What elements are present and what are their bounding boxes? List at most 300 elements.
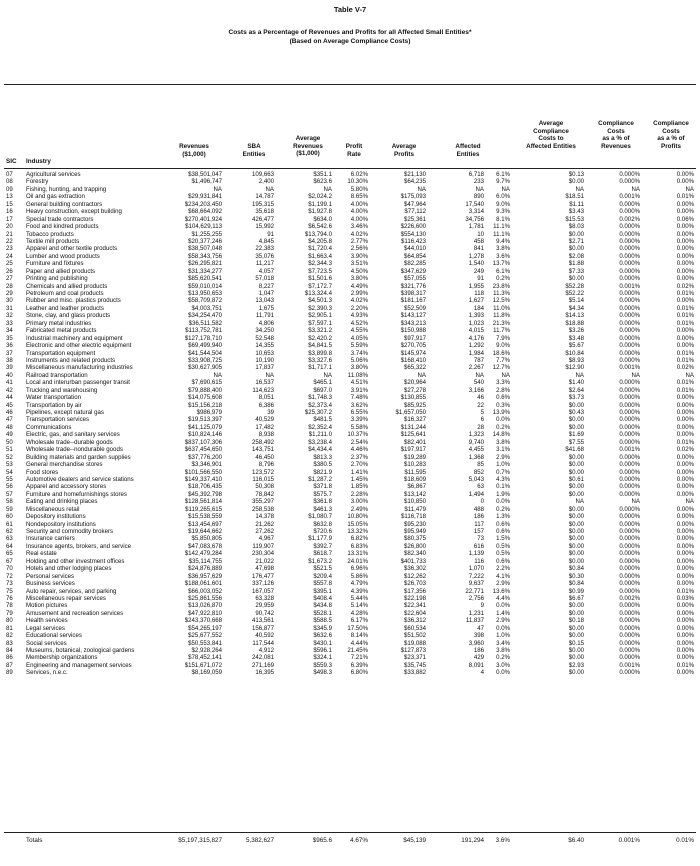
cell-pct-revenues: 0.000% — [619, 453, 640, 461]
cell-industry: Paper and allied products — [26, 267, 96, 275]
cell-avg-revenues: $623.6 — [313, 178, 332, 186]
table-row — [0, 595, 700, 602]
cell-pct-profits: 0.01% — [676, 290, 694, 297]
cell-revenues: $34,254,470 — [188, 312, 222, 320]
cell-sic: 84 — [6, 647, 13, 654]
table-row — [0, 416, 700, 423]
cell-affected-pct: 0.3% — [496, 401, 510, 409]
cell-affected-pct: 4.1% — [496, 572, 510, 580]
table-title — [0, 28, 700, 46]
cell-sic: 20 — [6, 223, 13, 231]
cell-affected-pct: 9.7% — [496, 178, 510, 186]
cell-avg-profits: $57,055 — [403, 275, 426, 283]
cell-avg-revenues: $371.8 — [313, 483, 332, 491]
table-row — [0, 372, 700, 379]
cell-pct-profits: 0.00% — [676, 334, 694, 342]
cell-avg-cost: NA — [575, 185, 584, 193]
cell-pct-revenues: 0.000% — [619, 505, 640, 513]
table-row — [0, 565, 700, 572]
cell-profit-rate: 2.70% — [350, 461, 368, 469]
cell-avg-cost: NA — [575, 498, 584, 506]
cell-revenues: $15,538,559 — [188, 513, 222, 521]
cell-affected-pct: 11.7% — [493, 327, 510, 335]
cell-affected: 1,494 — [468, 490, 484, 498]
cell-profit-rate: 1.85% — [350, 483, 368, 491]
cell-sic: 28 — [6, 282, 13, 290]
cell-avg-profits: $554,130 — [400, 230, 426, 238]
cell-industry: Educational services — [26, 632, 82, 640]
table-row — [0, 662, 700, 669]
cell-sba-entities: 16,537 — [255, 379, 274, 387]
cell-pct-profits: 0.00% — [676, 490, 694, 498]
table-row — [0, 245, 700, 252]
cell-avg-revenues: $559.3 — [313, 661, 332, 669]
cell-avg-revenues: $1,717.1 — [308, 364, 332, 372]
table-row — [0, 290, 700, 297]
cell-pct-revenues: 0.000% — [619, 223, 640, 231]
cell-revenues: $10,824,146 — [188, 431, 222, 439]
cell-avg-revenues: $634.0 — [313, 215, 332, 223]
cell-industry: Motion pictures — [26, 602, 68, 610]
cell-affected: 540 — [473, 379, 484, 387]
cell-revenues: $1,496,747 — [191, 178, 222, 186]
table-row — [0, 394, 700, 401]
cell-sic: 52 — [6, 453, 13, 461]
cell-affected: 34,756 — [465, 215, 484, 223]
cell-avg-cost: $0.84 — [568, 580, 584, 588]
table-row — [0, 357, 700, 364]
cell-pct-profits: NA — [685, 185, 694, 193]
cell-avg-profits: $35,745 — [403, 661, 426, 669]
cell-affected-pct: 3.6% — [496, 252, 510, 260]
cell-pct-profits: 0.01% — [676, 386, 694, 394]
cell-sic: 60 — [6, 513, 13, 521]
cell-revenues: $36,511,582 — [188, 319, 222, 327]
cell-profit-rate: 3.62% — [350, 401, 368, 409]
cell-pct-revenues: 0.000% — [619, 639, 640, 647]
cell-pct-profits: 0.00% — [676, 669, 694, 677]
cell-sic: 34 — [6, 327, 13, 335]
cell-pct-profits: 0.00% — [676, 237, 694, 245]
cell-pct-profits: 0.03% — [676, 594, 694, 602]
cell-profit-rate: 10.37% — [347, 431, 368, 439]
cell-revenues: $19,513,397 — [188, 416, 222, 424]
cell-affected: 157 — [473, 528, 484, 535]
cell-sic: 21 — [6, 230, 13, 238]
cell-affected: 6,718 — [468, 171, 484, 178]
cell-pct-revenues: 0.000% — [619, 275, 640, 283]
cell-avg-revenues: $392.7 — [313, 542, 332, 550]
cell-avg-cost: $1.88 — [568, 260, 584, 268]
cell-sba-entities: 258,492 — [251, 438, 274, 446]
table-row — [0, 513, 700, 520]
cell-revenues: $47,922,810 — [188, 609, 222, 617]
cell-revenues: $7,690,615 — [191, 379, 222, 387]
cell-affected-pct: 9.4% — [496, 237, 510, 245]
cell-pct-profits: 0.00% — [676, 520, 694, 528]
cell-sic: 75 — [6, 587, 13, 595]
table-row — [0, 297, 700, 304]
cell-profit-rate: 5.80% — [350, 185, 368, 193]
cell-avg-cost: $0.00 — [568, 416, 584, 424]
cell-revenues: $104,629,113 — [185, 223, 222, 231]
cell-sic: 17 — [6, 215, 13, 223]
cell-industry: Agricultural services — [26, 171, 81, 178]
cell-avg-revenues: $697.0 — [313, 386, 332, 394]
cell-avg-profits: $10,283 — [403, 461, 426, 469]
cell-profit-rate: 6.02% — [350, 171, 368, 178]
cell-avg-revenues: $3,321.2 — [308, 327, 332, 335]
cell-sba-entities: 57,018 — [255, 275, 274, 283]
cell-profit-rate: 6.80% — [350, 669, 368, 677]
cell-avg-revenues: $345.9 — [313, 624, 332, 632]
cell-pct-revenues: 0.000% — [619, 624, 640, 632]
cell-revenues: $36,957,629 — [188, 572, 222, 580]
cell-pct-revenues: 0.000% — [619, 542, 640, 550]
cell-revenues: $13,026,870 — [188, 602, 222, 610]
cell-industry: Health services — [26, 617, 68, 625]
cell-avg-profits: $127,873 — [400, 647, 426, 654]
table-row — [0, 528, 700, 535]
cell-affected: 22 — [477, 401, 484, 409]
cell-pct-profits: 0.01% — [676, 438, 694, 446]
cell-sic: 79 — [6, 609, 13, 617]
cell-revenues: $637,454,650 — [184, 446, 222, 454]
cell-avg-revenues: $1,080.7 — [308, 513, 332, 521]
cell-avg-profits: $65,322 — [403, 364, 426, 372]
cell-avg-revenues: $13,324.4 — [304, 290, 332, 297]
table-row — [0, 342, 700, 349]
cell-sic: 39 — [6, 364, 13, 372]
cell-avg-profits: $1,657,050 — [395, 409, 426, 416]
cell-pct-revenues: 0.000% — [619, 528, 640, 535]
cell-avg-revenues: $1,501.6 — [308, 275, 332, 283]
cell-industry: Railroad transportation — [26, 371, 88, 379]
cell-pct-profits: 0.00% — [676, 401, 694, 409]
cell-sic: 42 — [6, 386, 13, 394]
cell-affected-pct: 2.9% — [496, 580, 510, 588]
cell-avg-cost: $18.51 — [565, 193, 584, 201]
cell-pct-revenues: 0.000% — [619, 617, 640, 625]
cell-sic: 44 — [6, 394, 13, 402]
cell-sba-entities: 1,675 — [258, 304, 274, 312]
cell-pct-profits: 0.00% — [676, 572, 694, 580]
cell-avg-cost: $0.00 — [568, 245, 584, 253]
col-header-profit-rate: Profit Rate — [345, 143, 363, 158]
cell-sba-entities: 114,623 — [252, 386, 274, 394]
cell-profit-rate: 3.39% — [350, 416, 368, 424]
cell-affected-pct: 2.9% — [496, 617, 510, 625]
cell-avg-revenues: $3,899.8 — [308, 349, 332, 357]
cell-revenues: $4,003,751 — [191, 304, 222, 312]
cell-affected-pct: 0.0% — [496, 669, 510, 677]
totals-sba-entities: 5,382,627 — [245, 837, 274, 844]
table-row — [0, 409, 700, 416]
cell-profit-rate: 5.14% — [350, 602, 368, 610]
cell-avg-revenues: $3,238.4 — [308, 438, 332, 446]
totals-label: Totals — [26, 837, 43, 844]
cell-industry: Wholesale trade--durable goods — [26, 438, 113, 446]
cell-sic: 81 — [6, 624, 13, 632]
cell-pct-profits: 0.01% — [676, 661, 694, 669]
cell-sba-entities: 4,912 — [258, 647, 274, 654]
cell-sic: 83 — [6, 639, 13, 647]
table-row — [0, 654, 700, 661]
cell-affected-pct: 1.5% — [496, 535, 510, 543]
cell-affected-pct: 9.0% — [496, 342, 510, 350]
cell-avg-revenues: $7,172.7 — [308, 282, 332, 290]
totals-avg-cost: $6.40 — [568, 837, 584, 844]
cell-sic: 32 — [6, 312, 13, 320]
cell-avg-cost: $0.00 — [568, 602, 584, 610]
cell-sba-entities: 11,791 — [255, 312, 274, 320]
cell-pct-revenues: 0.000% — [619, 379, 640, 387]
cell-avg-profits: $82,340 — [403, 550, 426, 558]
cell-avg-profits: $23,371 — [403, 654, 426, 662]
cell-pct-profits: 0.00% — [676, 416, 694, 424]
cell-affected: 1,540 — [468, 260, 484, 268]
cell-sba-entities: 40,529 — [255, 416, 274, 424]
cell-avg-profits: $125,641 — [400, 431, 426, 439]
cell-avg-revenues: $3,327.6 — [308, 356, 332, 364]
cell-profit-rate: 6.55% — [350, 409, 368, 416]
cell-affected: 3,166 — [468, 386, 484, 394]
cell-pct-revenues: 0.000% — [619, 230, 640, 238]
cell-affected: 249 — [473, 267, 484, 275]
cell-pct-profits: 0.02% — [676, 364, 694, 372]
cell-avg-profits: $10,850 — [403, 498, 426, 506]
cell-affected: 73 — [477, 535, 484, 543]
cell-pct-revenues: 0.000% — [619, 208, 640, 216]
cell-pct-profits: 0.00% — [676, 654, 694, 662]
table-row — [0, 640, 700, 647]
cell-pct-revenues: 0.000% — [619, 401, 640, 409]
cell-pct-revenues: 0.000% — [619, 550, 640, 558]
cell-sba-entities: 40,592 — [255, 632, 274, 640]
totals-profit-rate: 4.67% — [350, 837, 368, 844]
cell-affected-pct: 2.2% — [496, 565, 510, 573]
cell-revenues: $85,620,541 — [188, 275, 222, 283]
cell-sba-entities: 8,227 — [258, 282, 274, 290]
cell-avg-cost: $0.18 — [568, 617, 584, 625]
cell-affected: 1,781 — [468, 223, 484, 231]
cell-sba-entities: 8,796 — [258, 461, 274, 469]
cell-industry: Business services — [26, 580, 75, 588]
cell-avg-revenues: $2,024.2 — [308, 193, 332, 201]
cell-pct-profits: 0.02% — [676, 446, 694, 454]
cell-pct-revenues: 0.000% — [619, 565, 640, 573]
cell-revenues: $25,861,556 — [188, 594, 222, 602]
cell-affected-pct: 14.8% — [492, 431, 510, 439]
cell-pct-profits: 0.02% — [676, 282, 694, 290]
cell-revenues: $127,178,710 — [184, 334, 222, 342]
table-row — [0, 558, 700, 565]
cell-pct-revenues: 0.000% — [619, 394, 640, 402]
cell-affected-pct: 0.2% — [496, 275, 510, 283]
cell-sba-entities: 39 — [267, 409, 274, 416]
cell-avg-cost: $3.26 — [568, 327, 584, 335]
cell-avg-profits: $175,093 — [400, 193, 426, 201]
cell-avg-cost: $0.43 — [568, 409, 584, 416]
cell-avg-profits: $343,213 — [400, 319, 426, 327]
cell-affected-pct: 4.4% — [496, 594, 510, 602]
cell-profit-rate: 5.59% — [350, 342, 368, 350]
cell-revenues: $38,507,048 — [188, 245, 222, 253]
cell-pct-revenues: 0.000% — [619, 654, 640, 662]
cell-sba-entities: 50,308 — [255, 483, 274, 491]
table-row — [0, 379, 700, 386]
cell-sic: 62 — [6, 528, 13, 535]
cell-avg-revenues: $2,344.3 — [308, 260, 332, 268]
cell-avg-cost: $3.43 — [568, 208, 584, 216]
table-row — [0, 521, 700, 528]
cell-avg-cost: $1.11 — [569, 200, 584, 208]
cell-pct-revenues: NA — [631, 371, 640, 379]
cell-revenues: $119,265,615 — [185, 505, 222, 513]
cell-avg-revenues: $557.8 — [313, 580, 332, 588]
cell-pct-profits: 0.00% — [676, 208, 694, 216]
cell-avg-revenues: $821.9 — [313, 468, 332, 476]
cell-pct-revenues: 0.000% — [619, 356, 640, 364]
cell-affected: 841 — [473, 245, 484, 253]
table-row — [0, 275, 700, 282]
cell-industry: Membership organizations — [26, 654, 98, 662]
cell-revenues: $101,566,550 — [184, 468, 222, 476]
cell-revenues: $149,337,410 — [184, 475, 222, 483]
cell-pct-revenues: 0.000% — [619, 557, 640, 565]
cell-pct-revenues: 0.000% — [619, 297, 640, 305]
cell-pct-profits: 0.00% — [676, 245, 694, 253]
cell-pct-profits: 0.00% — [676, 557, 694, 565]
cell-industry: Primary metal industries — [26, 319, 92, 327]
cell-avg-profits: $401,733 — [400, 557, 426, 565]
cell-affected-pct: 23.8% — [492, 282, 510, 290]
table-row — [0, 178, 700, 185]
cell-industry: Transportation by air — [26, 401, 82, 409]
cell-affected-pct: 0.5% — [496, 550, 510, 558]
cell-pct-revenues: 0.000% — [619, 349, 640, 357]
col-header-affected-entities: Affected Entities — [455, 143, 481, 158]
table-row — [0, 216, 700, 223]
cell-avg-cost: $8.93 — [568, 356, 584, 364]
cell-pct-profits: 0.00% — [676, 275, 694, 283]
cell-pct-profits: 0.01% — [676, 304, 694, 312]
cell-affected: 1,231 — [468, 609, 484, 617]
cell-revenues: $188,061,601 — [184, 580, 222, 588]
cell-affected-pct: 0.0% — [496, 624, 510, 632]
cell-pct-profits: 0.00% — [676, 505, 694, 513]
cell-affected-pct: 0.5% — [496, 542, 510, 550]
cell-pct-profits: 0.00% — [676, 580, 694, 588]
cell-profit-rate: 4.44% — [350, 639, 368, 647]
cell-affected-pct: 11.8% — [493, 312, 510, 320]
cell-profit-rate: 2.28% — [350, 490, 368, 498]
cell-sba-entities: 10,190 — [255, 356, 274, 364]
table-row — [0, 446, 700, 453]
cell-sic: 24 — [6, 252, 13, 260]
cell-pct-revenues: 0.001% — [619, 282, 640, 290]
cell-industry: Real estate — [26, 550, 57, 558]
cell-industry: Amusement and recreation services — [26, 609, 124, 617]
table-row — [0, 231, 700, 238]
cell-industry: Services, n.e.c. — [26, 669, 68, 677]
cell-pct-revenues: 0.000% — [619, 290, 640, 297]
cell-affected: 852 — [473, 468, 484, 476]
cell-pct-revenues: 0.000% — [619, 252, 640, 260]
cell-avg-revenues: $351.1 — [313, 171, 332, 178]
cell-pct-revenues: 0.000% — [619, 304, 640, 312]
cell-revenues: $79,888,400 — [188, 386, 222, 394]
cell-pct-revenues: 0.000% — [619, 520, 640, 528]
cell-affected: 7,222 — [468, 572, 484, 580]
cell-avg-profits: $131,244 — [400, 423, 426, 431]
cell-avg-profits: $270,705 — [400, 342, 426, 350]
cell-affected: 10 — [477, 230, 484, 238]
cell-sic: 22 — [6, 237, 13, 245]
cell-avg-revenues: $13,794.0 — [304, 230, 332, 238]
cell-avg-revenues: $2,373.4 — [308, 401, 332, 409]
cell-affected-pct: 13.9% — [492, 409, 510, 416]
cell-avg-cost: $0.00 — [568, 230, 584, 238]
cell-avg-cost: $12.90 — [565, 364, 584, 372]
table-row — [0, 647, 700, 654]
cell-avg-cost: $52.22 — [565, 290, 584, 297]
cell-avg-profits: $11,595 — [404, 468, 426, 476]
cell-avg-cost: $0.84 — [568, 565, 584, 573]
cell-avg-cost: $2.64 — [568, 386, 584, 394]
cell-sic: 82 — [6, 632, 13, 640]
cell-avg-revenues: $7,597.1 — [308, 319, 332, 327]
cell-revenues: $54,265,197 — [188, 624, 222, 632]
cell-profit-rate: 6.17% — [350, 617, 368, 625]
cell-revenues: $142,479,284 — [184, 550, 222, 558]
cell-sba-entities: 22,383 — [255, 245, 274, 253]
cell-pct-profits: 0.01% — [676, 356, 694, 364]
cell-affected: 117 — [474, 520, 484, 528]
table-row — [0, 483, 700, 490]
cell-industry: Building materials and garden supplies — [26, 453, 131, 461]
cell-affected: 46 — [477, 394, 484, 402]
cell-affected: 116 — [474, 557, 484, 565]
cell-affected: 2,267 — [468, 364, 484, 372]
cell-revenues: $113,752,781 — [185, 327, 222, 335]
cell-pct-revenues: 0.000% — [619, 535, 640, 543]
cell-sba-entities: 14,378 — [255, 513, 274, 521]
cell-affected-pct: 0.6% — [496, 520, 510, 528]
cell-sic: 61 — [6, 520, 13, 528]
cell-avg-cost: $0.00 — [568, 520, 584, 528]
cell-pct-profits: 0.00% — [676, 342, 694, 350]
cell-affected: 4 — [480, 669, 484, 677]
cell-revenues: $234,203,450 — [184, 200, 222, 208]
table-row — [0, 260, 700, 267]
totals-affected-pct: 3.6% — [495, 837, 510, 844]
cell-avg-profits: $6,867 — [407, 483, 426, 491]
cell-affected-pct: 2.8% — [496, 386, 510, 394]
cell-affected-pct: 12.5% — [492, 297, 510, 305]
cell-sba-entities: 2,400 — [258, 178, 274, 186]
cell-sic: 86 — [6, 654, 13, 662]
cell-industry: Industrial machinery and equipment — [26, 334, 123, 342]
cell-revenues: $20,377,246 — [188, 237, 222, 245]
cell-sic: 29 — [6, 290, 13, 297]
header-bottom-rule — [4, 168, 696, 169]
cell-profit-rate: 3.91% — [350, 386, 368, 394]
cell-affected: 488 — [473, 505, 484, 513]
cell-pct-revenues: 0.000% — [619, 416, 640, 424]
cell-affected: 22,771 — [465, 587, 484, 595]
cell-avg-cost: $0.00 — [568, 513, 584, 521]
